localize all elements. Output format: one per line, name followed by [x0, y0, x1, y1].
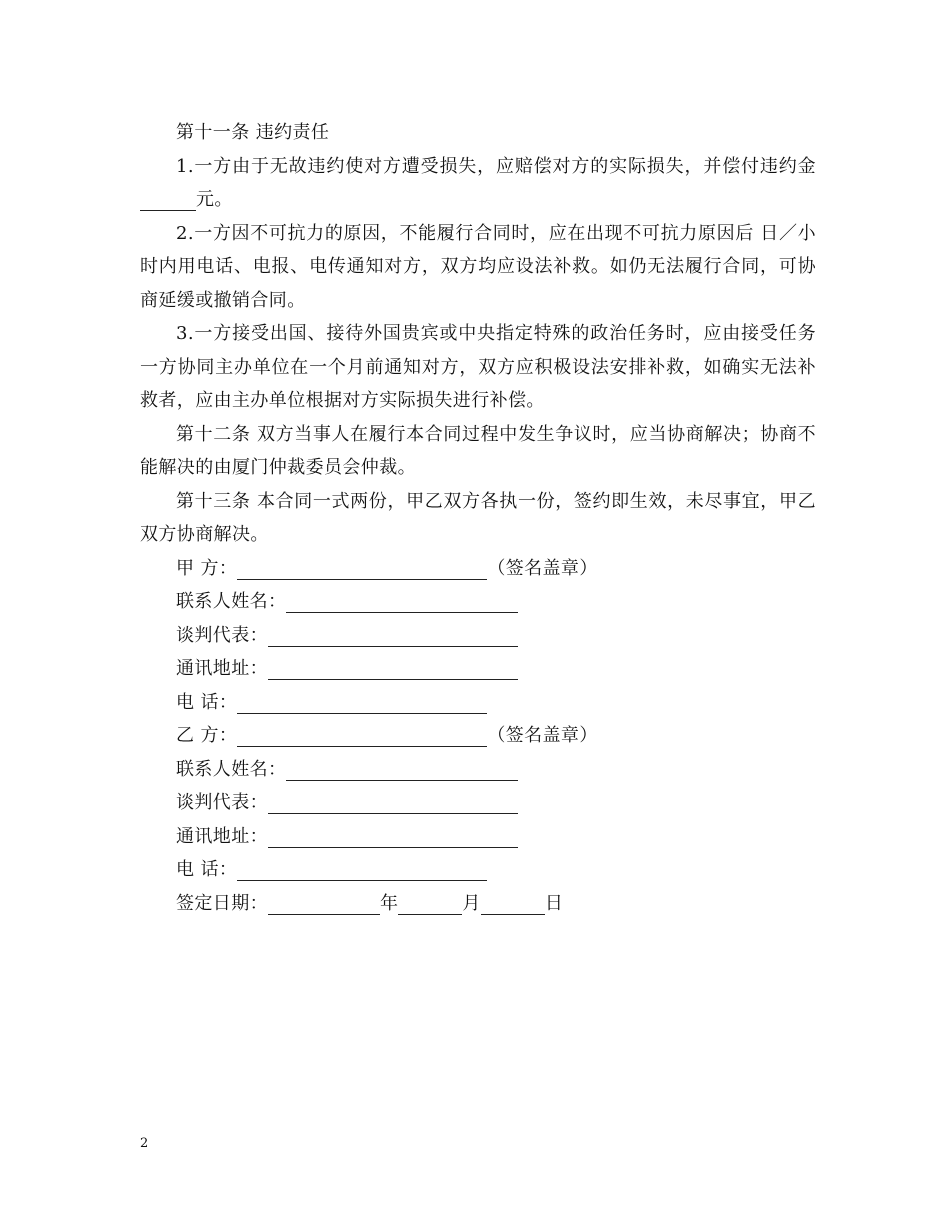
- party-b-negotiator-blank: [268, 791, 518, 814]
- article-11-item-1-unit: 元。: [196, 189, 233, 210]
- party-b-blank: [237, 724, 487, 747]
- party-a-phone-blank: [237, 691, 487, 714]
- party-a-label: 甲 方：: [176, 557, 238, 579]
- party-a-contact-blank: [286, 590, 518, 613]
- article-11-item-3: 3.一方接受出国、接待外国贵宾或中央指定特殊的政治任务时，应由接受任务一方协同主办单位在一个月前通知对方，双方应积极设法安排补救，如确实无法补救者，应由主办单位根据对方实际损失进行补偿。: [140, 323, 816, 411]
- party-b-negotiator-row: [140, 786, 816, 820]
- sign-day-label: 日: [544, 892, 564, 914]
- party-b-contact-row: [140, 753, 816, 787]
- party-a-seal: （签名盖章）: [487, 557, 598, 579]
- party-b-phone-label: 电 话：: [176, 859, 238, 880]
- party-a-address-row: [140, 652, 816, 686]
- party-b-seal: （签名盖章）: [487, 725, 598, 746]
- party-b-contact-blank: [286, 758, 518, 781]
- party-b-address-blank: [268, 825, 518, 848]
- party-a-negotiator-label: 谈判代表：: [176, 624, 268, 646]
- party-a-phone-label: 电 话：: [176, 691, 238, 713]
- article-13: 第十三条 本合同一式两份，甲乙双方各执一份，签约即生效，未尽事宜，甲乙双方协商解决。: [140, 490, 816, 545]
- penalty-amount-blank: [140, 188, 196, 211]
- party-b-negotiator-label: 谈判代表：: [176, 792, 268, 813]
- party-b-label: 乙 方：: [176, 725, 238, 746]
- party-a-address-label: 通讯地址：: [176, 658, 268, 679]
- party-a-blank: [237, 557, 487, 580]
- party-a-address-blank: [268, 657, 518, 680]
- party-b-address-row: [140, 820, 816, 854]
- article-11-item-2: 2.一方因不可抗力的原因，不能履行合同时，应在出现不可抗力原因后 日／小时内用电话、电报、电传通知对方，双方均应设法补救。如仍无法履行合同，可协商延缓或撤销合同。: [140, 222, 816, 311]
- page-number: 2: [140, 1136, 149, 1151]
- sign-month-label: 月: [462, 892, 481, 914]
- party-a-negotiator-row: [140, 619, 816, 653]
- party-b-phone-row: [140, 853, 816, 887]
- sign-year-blank: [268, 892, 380, 915]
- article-11-heading: 第十一条 违约责任: [176, 122, 330, 143]
- party-b-phone-blank: [237, 858, 487, 881]
- party-a-contact-label: 联系人姓名：: [176, 591, 287, 612]
- sign-year-label: 年: [380, 892, 399, 914]
- sign-month-blank: [398, 892, 462, 915]
- party-a-row: [140, 552, 816, 586]
- sign-date-label: 签定日期：: [176, 892, 268, 914]
- article-12: 第十二条 双方当事人在履行本合同过程中发生争议时，应当协商解决；协商不能解决的由厦门仲裁委员会仲裁。: [140, 423, 816, 478]
- article-11-item-1-text: 1.一方由于无故违约使对方遭受损失，应赔偿对方的实际损失，并偿付违约金: [176, 155, 816, 177]
- party-a-contact-row: [140, 585, 816, 619]
- party-b-address-label: 通讯地址：: [176, 825, 268, 847]
- contract-body: [140, 116, 816, 920]
- party-b-row: [140, 719, 816, 753]
- sign-date-row: [140, 887, 816, 921]
- party-b-contact-label: 联系人姓名：: [176, 758, 287, 780]
- article-11-item-1: [140, 150, 816, 217]
- sign-day-blank: [481, 892, 545, 915]
- party-a-negotiator-blank: [268, 624, 518, 647]
- party-a-phone-row: [140, 686, 816, 720]
